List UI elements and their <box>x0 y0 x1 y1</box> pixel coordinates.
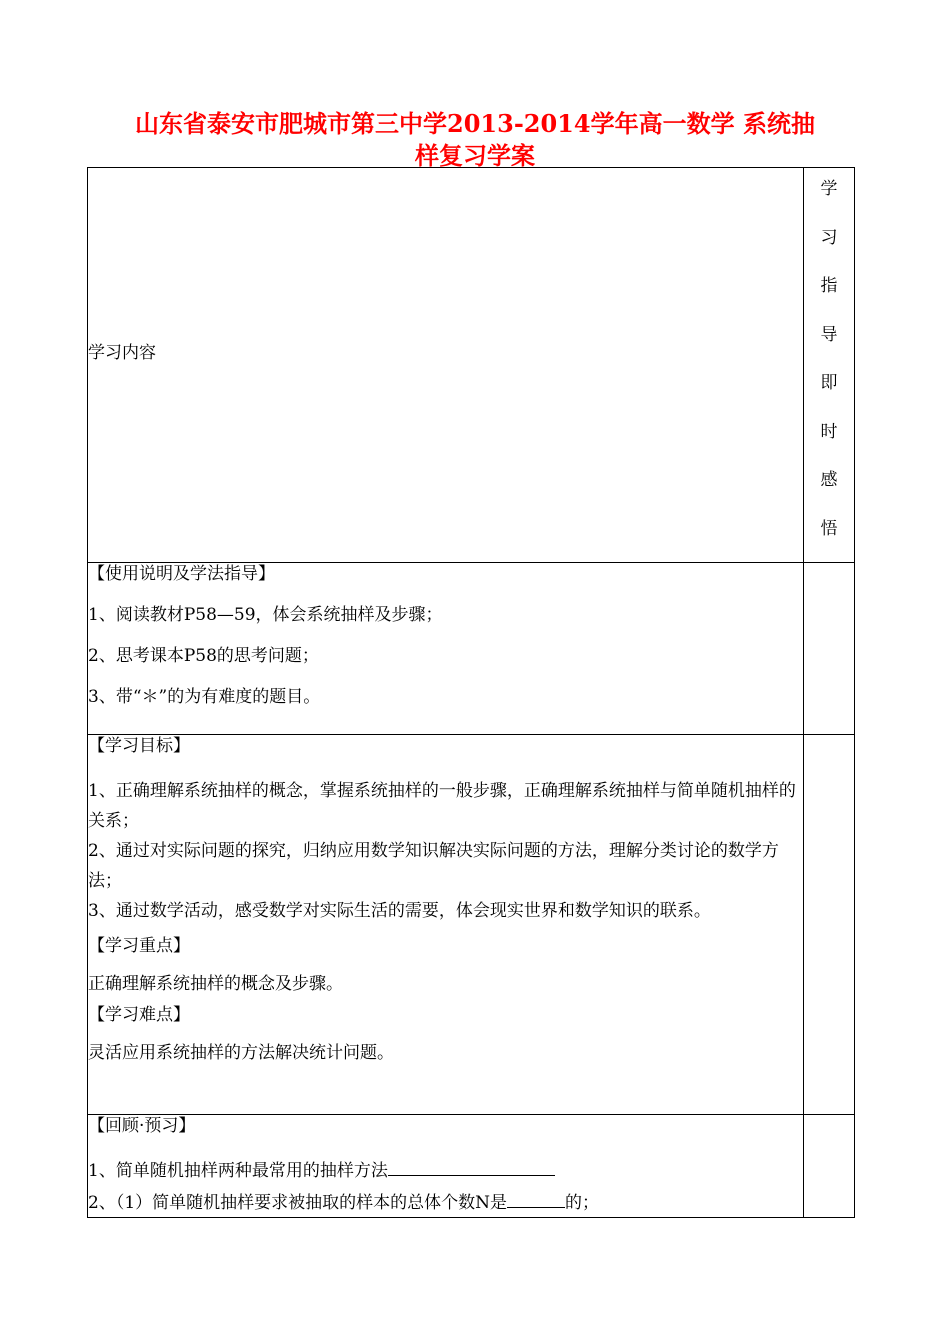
review-cell <box>88 1115 804 1218</box>
title-line-1: 山东省泰安市肥城市第三中学2013-2014学年高一数学 系统抽 <box>135 109 815 138</box>
side-label-char: 学 <box>820 179 838 199</box>
content-label: 学习内容 <box>88 343 156 363</box>
title-line-2: 样复习学案 <box>415 141 535 170</box>
difficulty-text: 灵活应用系统抽样的方法解决统计问题。 <box>88 1043 394 1063</box>
instructions-side-cell <box>804 563 855 735</box>
instruction-item: 2、思考课本P58的思考问题； <box>88 646 319 666</box>
objective-item: 3、通过数学活动，感受数学对实际生活的需要，体会现实世界和数学知识的联系。 <box>88 901 711 921</box>
answer-blank[interactable] <box>388 1158 555 1176</box>
review-heading: 【回顾·预习】 <box>88 1116 196 1136</box>
objectives-row <box>88 735 855 1115</box>
objectives-side-cell <box>804 735 855 1115</box>
review-question-2 <box>88 1190 803 1214</box>
key-point-heading: 【学习重点】 <box>88 936 190 956</box>
review-question-2-suffix: 的； <box>565 1193 600 1213</box>
review-question-1-text: 1、简单随机抽样两种最常用的抽样方法 <box>88 1161 388 1181</box>
instruction-item: 3、带“＊”的为有难度的题目。 <box>88 687 321 707</box>
study-plan-table <box>87 167 855 1218</box>
side-label <box>804 168 854 562</box>
side-label-char: 习 <box>820 227 838 248</box>
instructions-heading: 【使用说明及学法指导】 <box>88 564 275 584</box>
answer-blank[interactable] <box>507 1190 565 1208</box>
review-row <box>88 1115 855 1218</box>
difficulty-heading: 【学习难点】 <box>88 1005 190 1025</box>
instructions-row <box>88 563 855 735</box>
review-question-1 <box>88 1158 803 1182</box>
side-label-char: 导 <box>820 324 838 345</box>
objectives-heading: 【学习目标】 <box>88 736 190 756</box>
side-label-char: 时 <box>820 421 838 442</box>
instruction-item: 1、阅读教材P58—59，体会系统抽样及步骤； <box>88 605 443 625</box>
document-title <box>95 108 855 172</box>
side-label-char: 悟 <box>820 518 838 539</box>
content-label-cell <box>88 168 804 563</box>
objective-item: 1、正确理解系统抽样的概念，掌握系统抽样的一般步骤，正确理解系统抽样与简单随机抽样的关系； <box>88 781 796 831</box>
side-label-char: 指 <box>820 276 838 296</box>
header-row <box>88 168 855 563</box>
key-point-text: 正确理解系统抽样的概念及步骤。 <box>88 974 343 994</box>
review-question-2-prefix: 2、（1）简单随机抽样要求被抽取的样本的总体个数N是 <box>88 1193 508 1213</box>
review-side-cell <box>804 1115 855 1218</box>
side-label-char: 感 <box>820 470 838 490</box>
instructions-cell <box>88 563 804 735</box>
objectives-cell <box>88 735 804 1115</box>
side-label-char: 即 <box>820 373 838 393</box>
objective-item: 2、通过对实际问题的探究，归纳应用数学知识解决实际问题的方法，理解分类讨论的数学方法； <box>88 841 779 891</box>
side-label-cell <box>804 168 855 563</box>
